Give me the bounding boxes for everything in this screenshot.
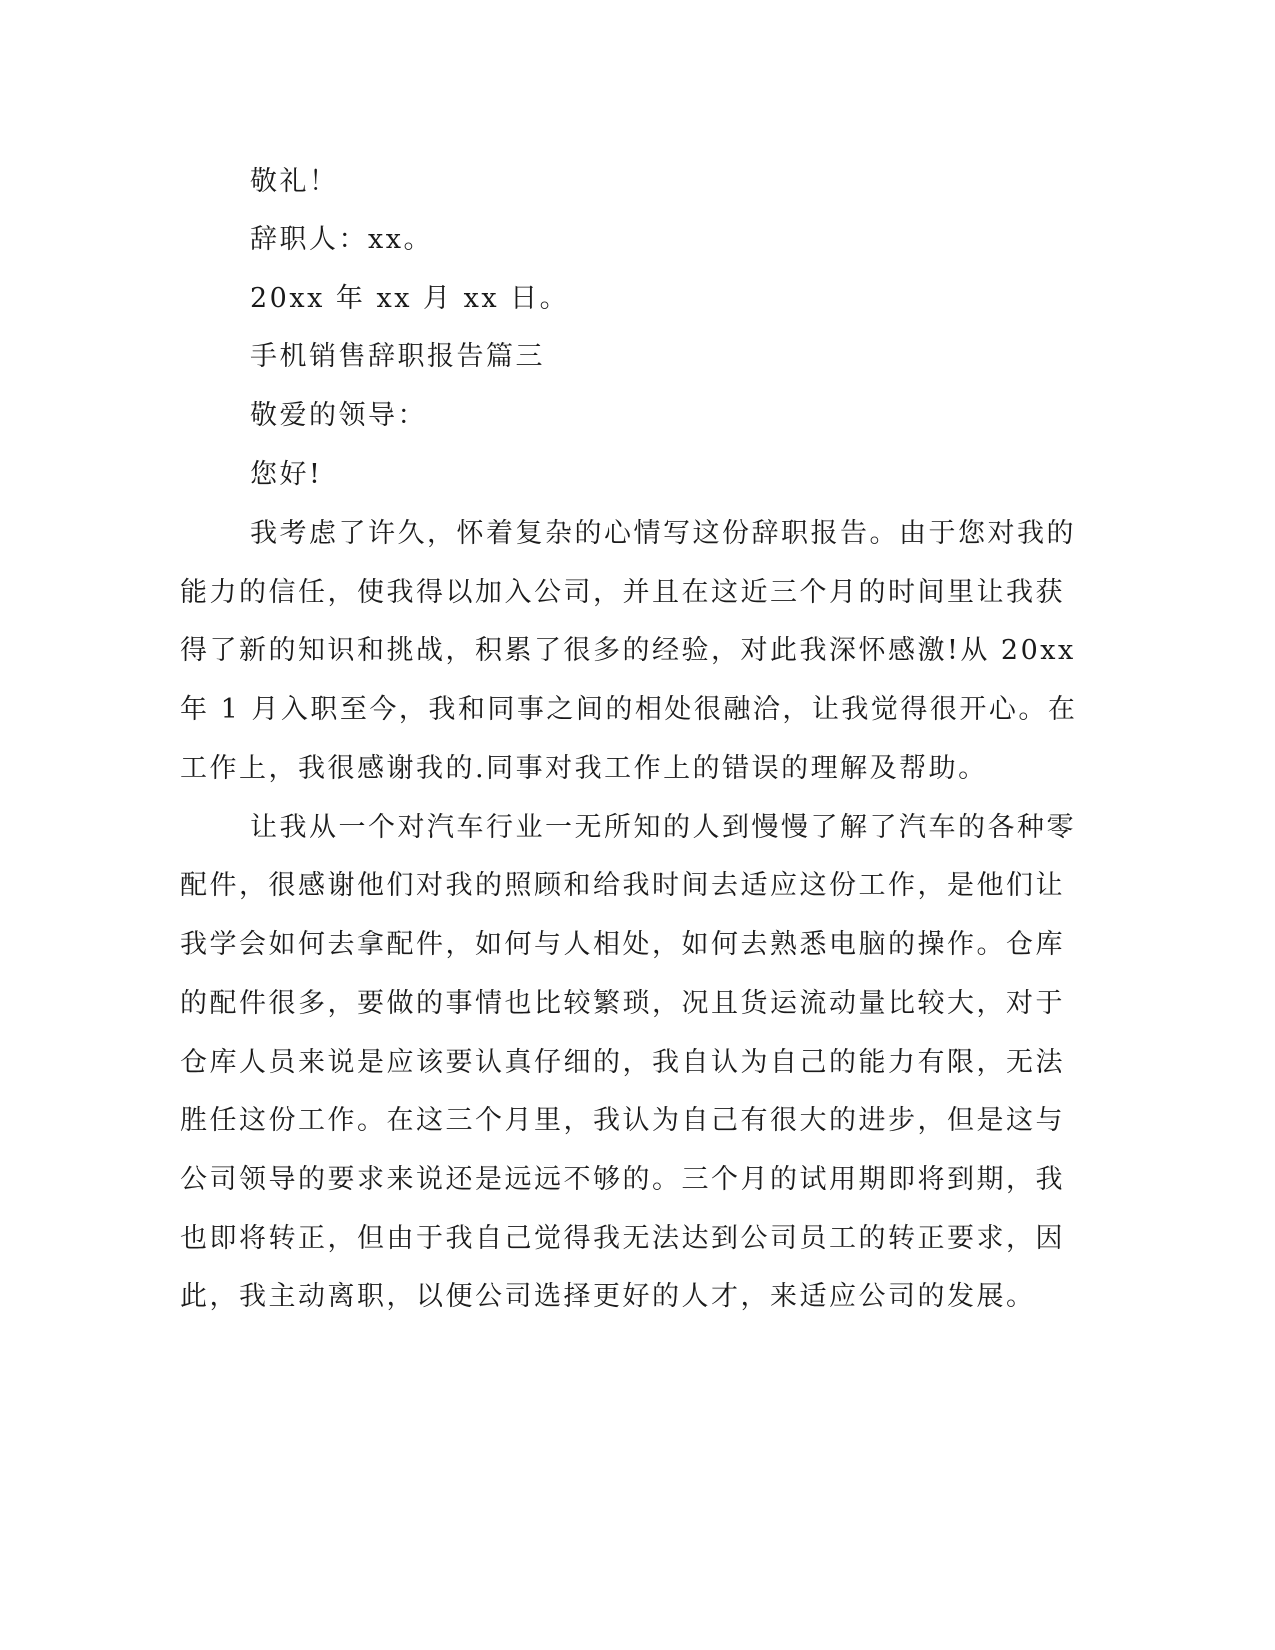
greeting: 您好! — [250, 459, 323, 490]
paragraph-line: 仓库人员来说是应该要认真仔细的，我自认为自己的能力有限，无法 — [180, 1047, 1065, 1078]
paragraph-line: 工作上，我很感谢我的.同事对我工作上的错误的理解及帮助。 — [180, 753, 988, 784]
paragraph-line: 的配件很多，要做的事情也比较繁琐，况且货运流动量比较大，对于 — [180, 988, 1065, 1019]
date-line: 20xx 年 xx 月 xx 日。 — [250, 283, 570, 314]
paragraph-line: 公司领导的要求来说还是远远不够的。三个月的试用期即将到期，我 — [180, 1164, 1065, 1195]
paragraph-line: 我学会如何去拿配件，如何与人相处，如何去熟悉电脑的操作。仓库 — [180, 929, 1065, 960]
paragraph-line: 胜任这份工作。在这三个月里，我认为自己有很大的进步，但是这与 — [180, 1105, 1065, 1136]
paragraph-line: 我考虑了许久，怀着复杂的心情写这份辞职报告。由于您对我的 — [250, 518, 1076, 549]
paragraph-line: 此，我主动离职，以便公司选择更好的人才，来适应公司的发展。 — [180, 1281, 1036, 1312]
signer-line: 辞职人：xx。 — [250, 224, 433, 255]
paragraph-line: 也即将转正，但由于我自己觉得我无法达到公司员工的转正要求，因 — [180, 1223, 1065, 1254]
paragraph-line: 得了新的知识和挑战，积累了很多的经验，对此我深怀感激!从 20xx — [180, 635, 1076, 666]
paragraph-line: 年 1 月入职至今，我和同事之间的相处很融洽，让我觉得很开心。在 — [180, 694, 1078, 725]
section-title: 手机销售辞职报告篇三 — [250, 341, 545, 372]
paragraph-line: 能力的信任，使我得以加入公司，并且在这近三个月的时间里让我获 — [180, 577, 1065, 608]
closing-line: 敬礼！ — [250, 166, 339, 197]
paragraph-line: 让我从一个对汽车行业一无所知的人到慢慢了解了汽车的各种零 — [250, 812, 1076, 843]
paragraph-line: 配件，很感谢他们对我的照顾和给我时间去适应这份工作，是他们让 — [180, 870, 1065, 901]
salutation: 敬爱的领导： — [250, 400, 427, 431]
